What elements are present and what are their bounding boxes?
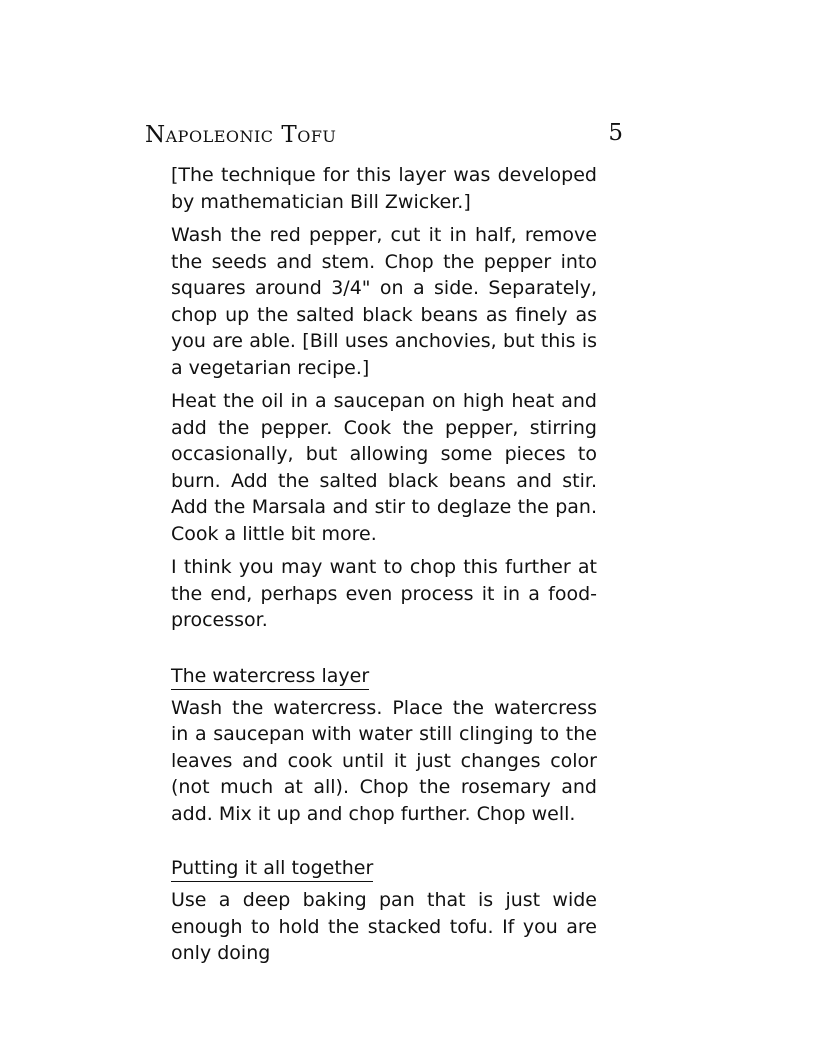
section-heading-watercress: The watercress layer [171,664,369,690]
paragraph-pepper-prep: Wash the red pepper, cut it in half, remove the seeds and stem. Chop the pepper into squares around 3/4" on a side. Separately, chop up the salted black beans as finely as you are able. [Bill uses anchovies, but this is a vegetarian recipe.] [171,224,597,379]
paragraph-technique-note: [The technique for this layer was developed by mathematician Bill Zwicker.] [171,164,597,213]
paragraph-watercress: Wash the watercress. Place the watercress in a saucepan with water still clinging to the leaves and cook until it just changes color (not much at all). Chop the rosemary and add. Mix it up and chop further. Chop well. [171,696,597,825]
paragraph-together: Use a deep baking pan that is just wide enough to hold the stacked tofu. If you are only doing [171,889,597,964]
section-heading-together: Putting it all together [171,856,373,882]
running-title: Napoleonic Tofu [145,122,337,148]
together-section [171,855,597,967]
watercress-section [171,663,597,828]
paragraph-cooking: Heat the oil in a saucepan on high heat and add the pepper. Cook the pepper, stirring occasionally, but allowing some pieces to burn. Add the salted black beans and stir. Add the Marsala and stir to deglaze the pan. Cook a little bit more. [171,390,597,545]
page-number: 5 [608,120,623,146]
running-header [145,118,625,152]
paragraph-chop-further: I think you may want to chop this further at the end, perhaps even process it in a food-processor. [171,556,597,631]
page-body [171,162,597,974]
